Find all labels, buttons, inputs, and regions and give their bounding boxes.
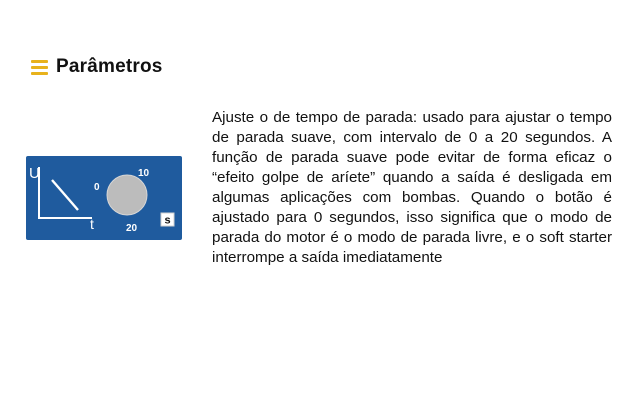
axis-u-label: U	[29, 165, 40, 182]
axis-t-label: t	[90, 216, 94, 232]
stop-time-diagram	[26, 156, 182, 240]
menu-icon[interactable]	[31, 60, 48, 75]
page-header	[31, 56, 163, 78]
dial-mid-label: 10	[138, 168, 150, 179]
page-title: Parâmetros	[56, 56, 163, 77]
dial-min-label: 0	[94, 182, 100, 193]
parameter-description: Ajuste o de tempo de parada: usado para ajustar o tempo de parada suave, com intervalo de 0 a 20 segundos. A função de parada suave pode evitar de forma eficaz o “efeito golpe de aríete” quando a saída é desligada em algumas aplicações com bombas. Quando o botão é ajustado para 0 segundos, isso significa que o modo de parada do motor é o modo de parada livre, e o soft starter interrompe a saída imediatamente	[212, 109, 612, 266]
ramp-line	[52, 180, 78, 210]
stop-time-knob[interactable]	[107, 175, 147, 215]
dial-max-label: 20	[126, 223, 138, 234]
unit-label: s	[164, 214, 171, 227]
